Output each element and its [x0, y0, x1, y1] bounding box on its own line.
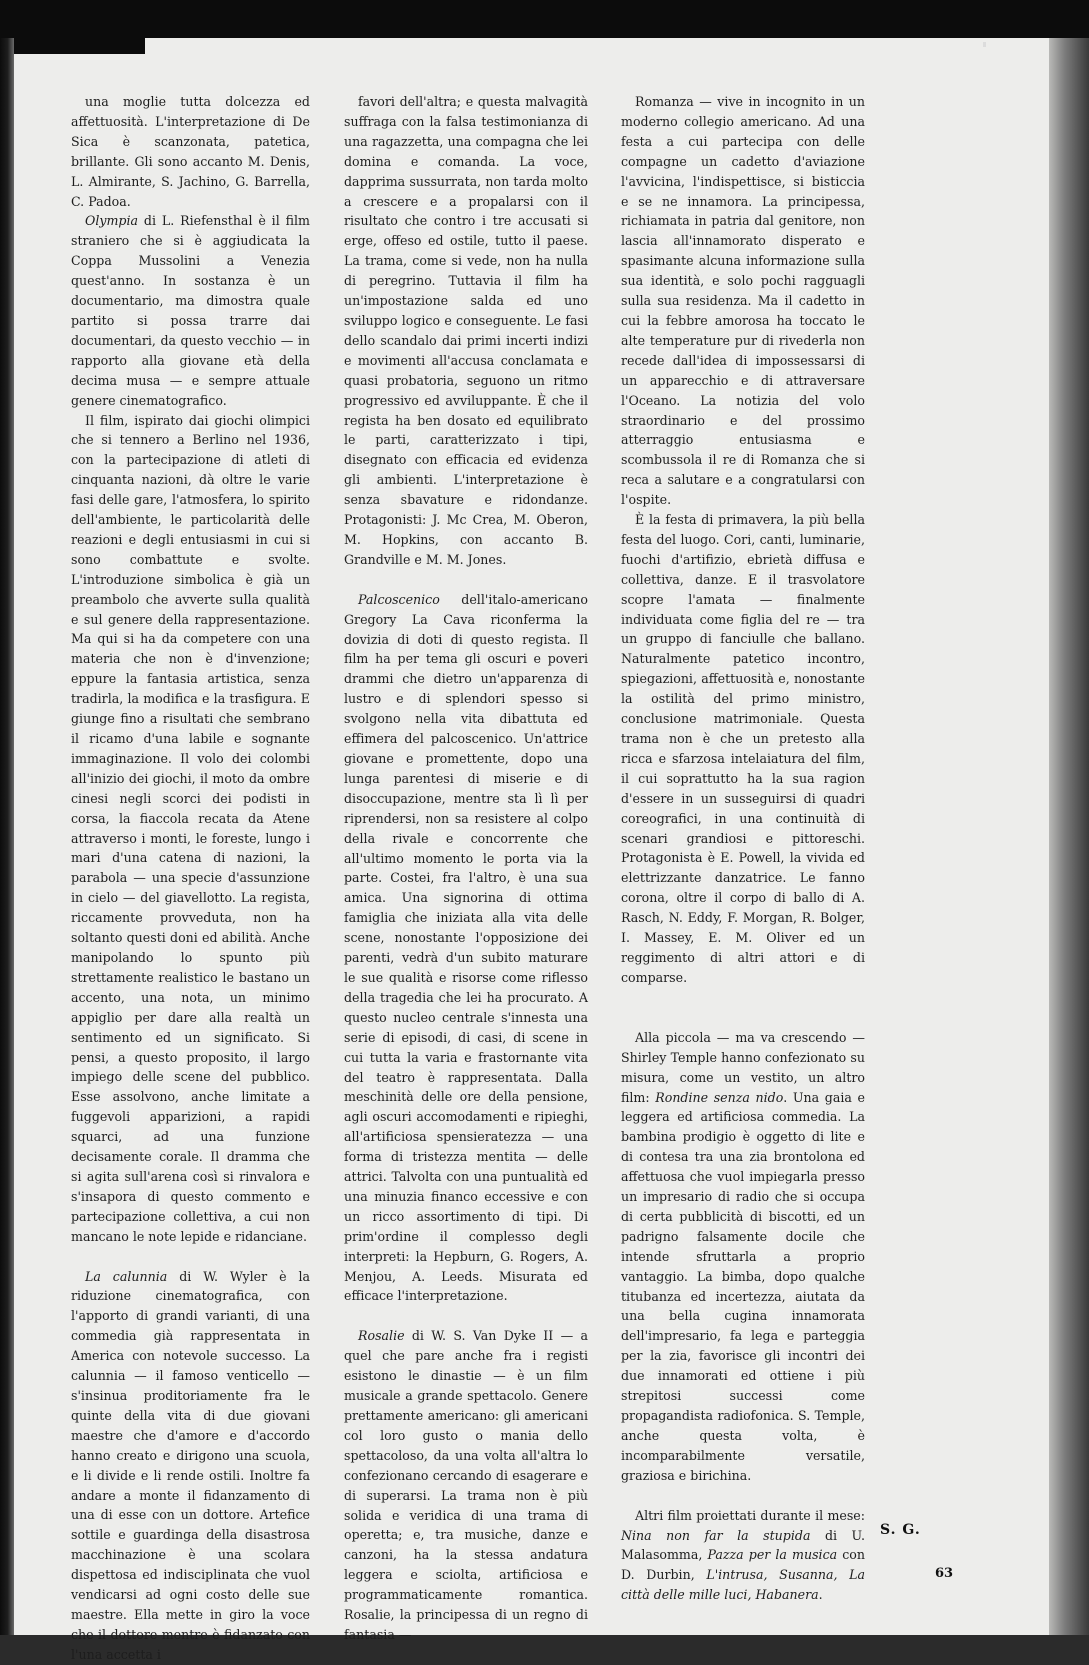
scan-left-edge — [0, 38, 14, 1635]
scan-top-border — [0, 0, 1089, 38]
paragraph: una moglie tutta dolcezza ed affettuosità. L'interpretazione di De Sica è scanzonata, patetica, brillante. Gli sono accanto M. Denis, L. Almirante, S. Jachino, G. Barrella, C. Padoa. — [71, 94, 310, 209]
review-olympia: Olympia di L. Riefensthal è il film straniero che si è aggiudicata la Coppa Mussolini a Venezia quest'anno. In sostanza è un documentario, ma dimostra quale partito si possa trarre dai documentari, da questo vecchio — in rapporto alla giovane età della decima musa — e sempre attuale genere cinematografico. — [71, 213, 310, 408]
text-column-1 — [71, 92, 310, 1665]
other-films-note: Altri film proiettati durante il mese: Nina non far la stupida di U. Malasomma, Pazza per la musica con D. Durbin, L'intrusa, Susanna, La città delle mille luci, Habanera. — [621, 1507, 866, 1603]
film-title: Pazza per la musica — [707, 1547, 838, 1563]
film-title: La calunnia — [85, 1268, 168, 1284]
text-column-3 — [621, 92, 865, 1605]
film-title: Rondine senza nido — [655, 1089, 784, 1105]
scan-right-edge — [1049, 38, 1089, 1635]
film-title: Olympia — [85, 213, 139, 229]
paragraph: Il film, ispirato dai giochi olimpici che si tennero a Berlino nel 1936, con la partecipazione di atleti di cinquanta nazioni, dà oltre le varie fasi delle gare, l'atmosfera, lo spirito dell'ambiente, le particolarità delle reazioni e degli entusiasmi in cui si sono combattute e svolte. L'introduzione simbolica è già un preambolo che avverte sulla qualità e sul genere della rappresentazione. Ma qui si ha da competere con una materia che non è d'invenzione; eppure la fantasia artistica, senza tradirla, la modifica e la trasfigura. E giunge fino a risultati che sembrano il ricamo d'una labile e sognante immaginazione. Il volo dei colombi all'inizio dei giochi, il moto da ombre cinesi negli scorci dei podisti in corsa, la fiaccola recata da Atene attraverso i monti, le foreste, lungo i mari d'una catena di nazioni, la parabola — una specie d'assunzione in cielo — del giavellotto. La regista, riccamente provveduta, non ha soltanto questi doni ed abilità. Anche manipolando lo spunto più strettamente realistico le bastano un accento, una nota, un minimo appiglio per dare alla realtà un sentimento ed un significato. Si pensi, a questo proposito, il largo impiego delle scene del pubblico. Esse assolvono, anche limitate a fuggevoli apparizioni, a rapidi squarci, ad una funzione decisamente corale. Il dramma che si agita sull'arena così si rinvalora e s'insapora di questo commento e partecipazione collettiva, a cui non mancano le note lepide e ridanciane. — [71, 412, 310, 1244]
film-title: Palcoscenico — [358, 591, 440, 607]
paragraph: Romanza — vive in incognito in un moderno collegio americano. Ad una festa a cui partecipa con delle compagne un cadetto d'aviazione l'avvicina, l'indispettisce, si bisticcia e se ne innamora. La principessa, richiamata in patria dal genitore, non lascia all'innamorato disperato e spasimante alcuna informazione sulla sua identità, e solo pochi ragguagli sulla sua residenza. Ma il cadetto in cui la febbre amorosa ha toccato le alte temperature pur di rivederla non recede dall'idea di impossessarsi di un apparecchio e di attraversare l'Oceano. La notizia del volo straordinario e del prossimo atterraggio entusiasma e scombussola il re di Romanza che si reca a salutare e a congratularsi con l'ospite. — [621, 94, 865, 508]
review-la-calunnia: La calunnia di W. Wyler è la riduzione cinematografica, con l'apporto di grandi varianti, di una commedia già rappresentata in America con notevole successo. La calunnia — il famoso venticello — s'insinua proditoriamente fra le quinte della vita di due giovani maestre che d'amore e d'accordo hanno creato e dirigono una scuola, e li divide e li rende ostili. Inoltre fa andare a monte il fidanzamento di una di esse con un dottore. Artefice sottile e guardinga della disastrosa macchinazione è una scolara dispettosa ed indisciplinata che vuol vendicarsi ad ogni costo delle sue maestre. Ella mette in giro la voce che il dottore mentre è fidanzato con l'una accetta i — [71, 1268, 310, 1662]
paragraph: È la festa di primavera, la più bella festa del luogo. Cori, canti, luminarie, fuochi d'artifizio, ebrietà diffusa e collettiva, danze. E il trasvolatore scopre l'amata — finalmente individuata come figlia del re — tra un gruppo di fanciulle che ballano. Naturalmente patetico incontro, spiegazioni, affettuosità e, nonostante la ostilità del primo ministro, conclusione matrimoniale. Questa trama non è che un pretesto alla ricca e sfarzosa intelaiatura del film, il cui soprattutto ha la sua ragion d'essere in un susseguirsi di quadri coreografici, in una continuità di scenari grandiosi e pittoreschi. Protagonista è E. Powell, la vivida ed elettrizzante danzatrice. Le fanno corona, oltre il corpo di ballo di A. Rasch, N. Eddy, F. Morgan, R. Bolger, I. Massey, E. M. Oliver ed un reggimento di altri attori e di comparse. — [621, 512, 865, 985]
review-rondine-senza-nido: Alla piccola — ma va crescendo — Shirley Temple hanno confezionato su misura, come un vestito, un altro film: Rondine senza nido. Una gaia e leggera ed artificiosa commedia. La bambina prodigio è oggetto di lite e di contesa tra una zia brontolona ed affettuosa che vuol impiegarla presso un impresario di radio che si occupa di certa pubblicità di biscotti, ed un padrigno falsamente docile che intende sfruttarla a proprio vantaggio. La bimba, dopo qualche titubanza ed incertezza, aiutata da una bella cugina innamorata dell'impresario, fa lega e parteggia per la zia, favorisce gli incontri dei due innamorati ed ottiene i più strepitosi successi come propagandista radiofonica. S. Temple, anche questa volta, è incomparabilmente versatile, graziosa e birichina. — [621, 1029, 865, 1483]
film-title: Rosalie — [358, 1328, 405, 1344]
page-number: 63 — [935, 1566, 954, 1581]
scan-speck — [983, 42, 986, 47]
text-column-2 — [344, 92, 588, 1645]
review-palcoscenico: Palcoscenico dell'italo-americano Gregory La Cava riconferma la dovizia di doti di questo regista. Il film ha per tema gli oscuri e poveri drammi che dietro un'apparenza di lustro e di splendori spesso si svolgono nella vita dibattuta ed effimera del palcoscenico. Un'attrice giovane e promettente, dopo una lunga parentesi di miserie e di disoccupazione, mentre sta lì lì per riprendersi, non sa resistere al colpo della rivale e concorrente che all'ultimo momento le porta via la parte. Costei, fra l'altro, è una sua amica. Una signorina di ottima famiglia che iniziata alla vita delle scene, nonostante l'opposizione dei parenti, vedrà d'un subito maturare le sue qualità e risorse come riflesso della tragedia che lei ha procurato. A questo nucleo centrale s'innesta una serie di episodi, di casi, di scene in cui tutta la varia e frastornante vita del teatro è rappresentata. Dalla meschinità delle ore della pensione, agli oscuri accomodamenti e ripieghi, all'artificiosa spensieratezza — una forma di tristezza mentita — delle attrici. Talvolta con una puntualità ed una minuzia financo eccessive e con un ricco assortimento di tipi. Di prim'ordine il complesso degli interpreti: la Hepburn, G. Rogers, A. Menjou, A. Leeds. Misurata ed efficace l'interpretazione. — [344, 591, 588, 1304]
review-rosalie: Rosalie di W. S. Van Dyke II — a quel che pare anche fra i registi esistono le dinastie — è un film musicale a grande spettacolo. Genere prettamente americano: gli americani col loro gusto o mania dello spettacoloso, da una volta all'altra lo confezionano cercando di esagerare e di superarsi. La trama non è più solida e veridica di una trama di operetta; e, tra musiche, danze e canzoni, ha la stessa andatura leggera e sciolta, artificiosa e programmaticamente romantica. Rosalie, la principessa di un regno di fantasia — — [344, 1328, 588, 1642]
film-title: L'intrusa, Susanna, La città delle mille luci, Habanera — [621, 1567, 866, 1603]
author-signature: S. G. — [880, 1522, 921, 1538]
film-title: Nina non far la stupida — [621, 1527, 811, 1543]
paragraph: favori dell'altra; e questa malvagità suffraga con la falsa testimonianza di una ragazzetta, una compagna che lei domina e comanda. La voce, dapprima sussurrata, non tarda molto a crescere e a propalarsi con il risultato che contro i tre accusati si erge, offeso ed ostile, tutto il paese. La trama, come si vede, non ha nulla di peregrino. Tuttavia il film ha un'impostazione salda ed uno sviluppo logico e conseguente. Le fasi dello scandalo dai primi incerti indizi e movimenti all'accusa conclamata e quasi probatoria, seguono un ritmo progressivo ed avviluppante. È che il regista ha ben dosato ed equilibrato le parti, caratterizzato i tipi, disegnato con efficacia ed evidenza gli ambienti. L'interpretazione è senza sbavature e ridondanze. Protagonisti: J. Mc Crea, M. Oberon, M. Hopkins, con accanto B. Grandville e M. M. Jones. — [344, 94, 588, 567]
scan-top-border-notch — [0, 38, 145, 54]
